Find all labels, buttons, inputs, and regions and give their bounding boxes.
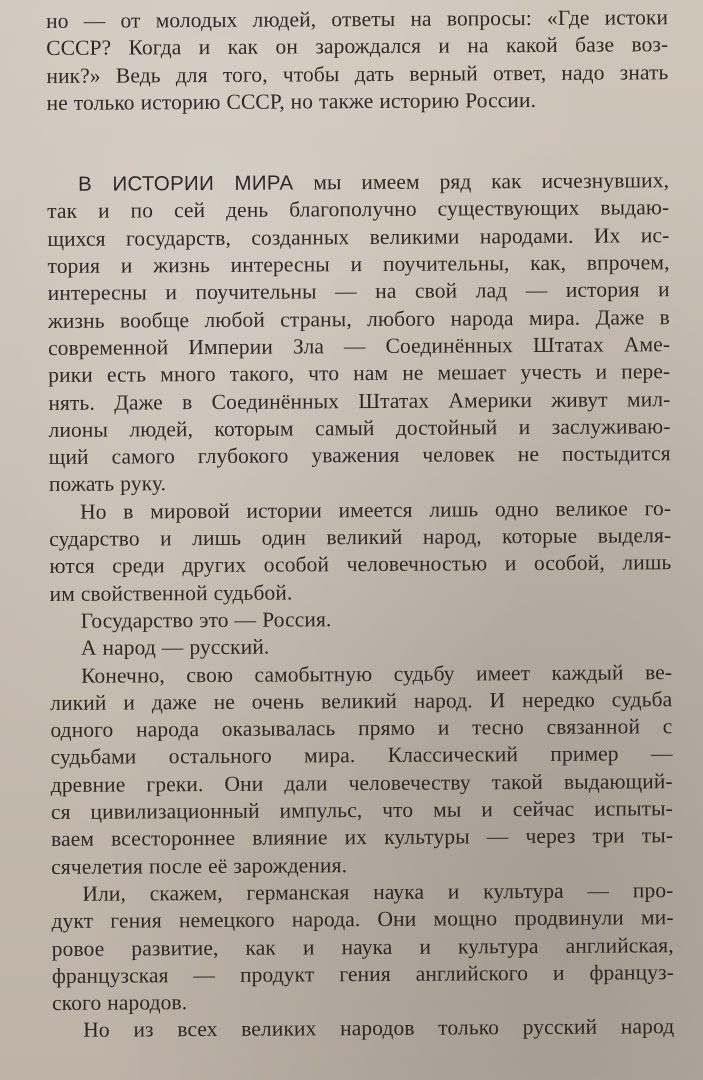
paragraph (47, 167, 671, 498)
text-line: судьбами остального мира. Классический пример — (50, 741, 673, 770)
text-line: но — от молодых людей, ответы на вопросы: «Где истоки (46, 5, 669, 33)
text-line: лионы людей, которым самый достойный и заслуживаю- (48, 414, 671, 442)
text-line: щихся государств, созданных великими народами. Их ис- (47, 222, 670, 251)
text-line: рики есть много такого, что нам не мешает учесть и пере- (48, 359, 671, 388)
paragraph-line: Государство это — Россия. (80, 607, 332, 633)
paragraph (50, 659, 673, 881)
text-line: ваем всестороннее влияние их культуры — через три ты- (51, 823, 674, 852)
section-lead-caps: В ИСТОРИИ МИРА (78, 171, 294, 196)
text-line: современной Империи Зла — Соединённых Штатах Аме- (48, 332, 671, 360)
text-line: Но в мировой истории имеется лишь одно великое го- (80, 495, 672, 524)
text-line: ник?» Ведь для того, чтобы дать верный ответ, надо знать (46, 59, 669, 88)
paragraph (49, 495, 672, 608)
text-line: им свойственной судьбой. (49, 580, 293, 606)
text-line: дукт гения немецкого народа. Они мощно продвинули ми- (51, 905, 674, 934)
text-line: пожать руку. (48, 471, 167, 497)
text-line: французская — продукт гения английского и француз- (51, 959, 674, 988)
text-line: ются среди других особой человечностью и особой, лишь (49, 550, 672, 579)
text-line: интересны и поучительны — на свой лад — история и (47, 277, 670, 306)
text-line: жизнь вообще любой страны, любого народа мира. Даже в (47, 304, 670, 333)
text-line: сударство и лишь один великий народ, которые выделя- (49, 523, 672, 552)
text-line: ского народов. (52, 990, 188, 1016)
section-break (47, 113, 669, 171)
text-line: сячелетия после её зарождения. (51, 852, 348, 879)
text-line: древние греки. Они дали человечеству такой выдающий- (50, 768, 673, 797)
section-first-line (47, 167, 669, 198)
intro-paragraph (46, 4, 669, 117)
text-line: ликий и даже не очень великий народ. И нередко судьба (50, 687, 673, 715)
text-line: нять. Даже в Соединённых Штатах Америки живут мил- (48, 386, 671, 415)
paragraph (51, 877, 674, 1017)
text-line: тория и жизнь интересны и поучительны, как, впрочем, (47, 250, 670, 279)
text-line: Конечно, свою самобытную судьбу имеет каждый ве- (81, 659, 673, 688)
text-line: так и по сей день благополучно существующих выдаю- (47, 195, 670, 224)
page-text (46, 4, 674, 1044)
text-line: Или, скажем, германская наука и культура — про- (82, 878, 674, 906)
text-line: ровое развитие, как и наука и культура английская, (51, 932, 674, 961)
text-line: не только историю СССР, но также историю России. (46, 87, 537, 115)
text-line: щий самого глубокого уважения человек не постыдится (48, 441, 671, 470)
text-line: ся цивилизационный импульс, что мы и сейчас испыты- (50, 796, 673, 825)
text-line: одного народа оказывалась прямо и тесно связанной с (50, 714, 673, 743)
paragraph-line: А народ — русский. (80, 634, 270, 661)
text-line: СССР? Когда и как он зарождался и на какой базе воз- (46, 32, 669, 61)
paragraph-line: Но из всех великих народов только русский народ (83, 1014, 675, 1043)
section-first-line-text: мы имеем ряд как исчезнувших, (293, 168, 670, 195)
